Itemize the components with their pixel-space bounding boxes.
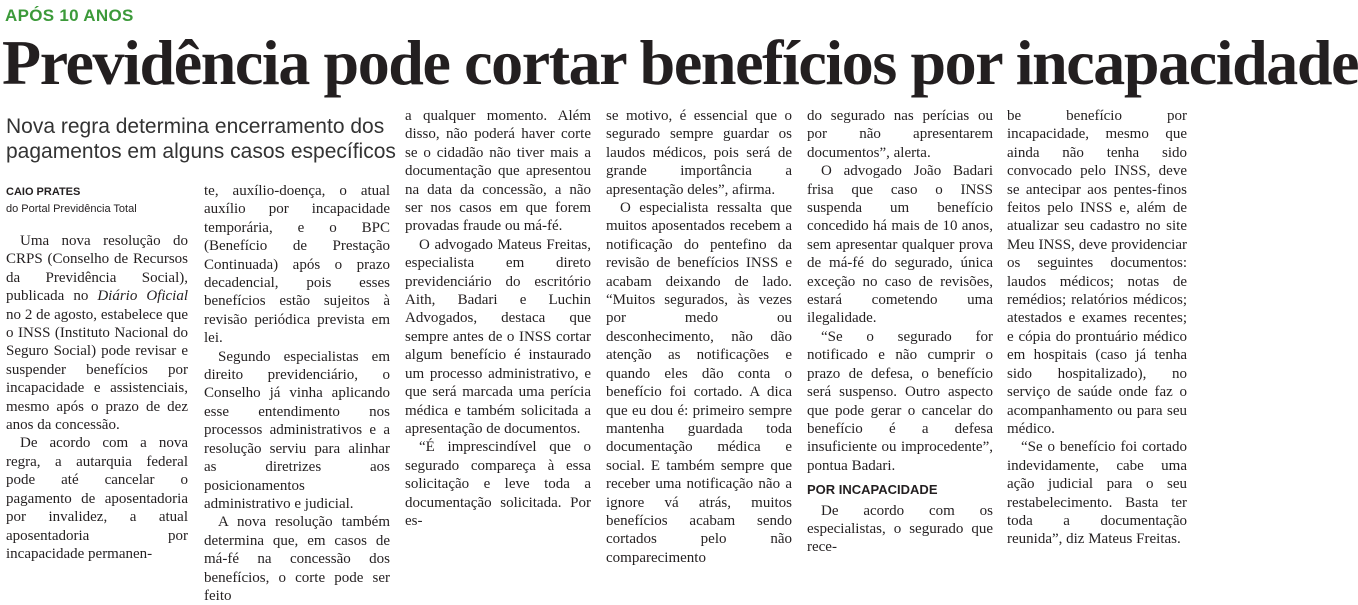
paragraph: O advogado Mateus Freitas, especialista em direto previdenciário do escritório Aith, Badari e Luchin Advogados, destaca que sempre antes de o INSS cortar algum benefício é instaurado um processo administrativo, e que será marcada uma perícia médica e também solicitada a apresentação de documentos.: [405, 236, 591, 437]
section-subheading: POR INCAPACIDADE: [807, 482, 938, 498]
article-column-1: [6, 232, 188, 563]
section-kicker: APÓS 10 ANOS: [5, 6, 134, 25]
paragraph: O advogado João Badari frisa que caso o INSS suspenda um benefício concedido há mais de 10 anos, sem apresentar qualquer prova de má-fé do segurado, única exceção no caso de revisões, estará cometendo uma ilegalidade.: [807, 163, 993, 327]
paragraph: te, auxílio-doença, o atual auxílio por incapacidade temporária, e o BPC (Benefício de Prestação Continuada) após o prazo decadencial, pois esses benefícios estão sujeitos à revisão periódica prevista em lei.: [204, 183, 390, 347]
article-column-4: [606, 107, 792, 567]
article-column-2: [204, 182, 390, 605]
article-column-3: [405, 107, 591, 530]
paragraph: O especialista ressalta que muitos aposentados recebem a notificação do pentefino da revisão de benefícios INSS e acabam deixando de lado. “Muitos segurados, às vezes por medo ou desconhecimento, não dão atenção as notificações e quando eles dão conta o benefício foi cortado. A dica que eu dou é: primeiro sempre mantenha guardada toda documentação médica e social. E também sempre que receber uma notificação não a ignore vá atrás, muitos benefícios acabam sendo cortados pelo não comparecimento: [606, 200, 792, 566]
paragraph: “É imprescindível que o segurado compareça à essa solicitação e leve toda a documentação solicitada. Por es-: [405, 439, 591, 529]
paragraph: De acordo com a nova regra, a autarquia federal pode até cancelar o pagamento de aposentadoria por invalidez, a atual aposentadoria por incapacidade permanen-: [6, 435, 188, 562]
paragraph: [6, 232, 188, 434]
newspaper-name: Diário Oficial: [97, 288, 188, 305]
paragraph: se motivo, é essencial que o segurado sempre guardar os laudos médicos, pois será de grande importância a apresentação deles”, afirma.: [606, 108, 792, 198]
paragraph: “Se o benefício foi cortado indevidamente, cabe uma ação judicial para o seu restabelecimento. Basta ter toda a documentação reunida”, diz Mateus Freitas.: [1007, 439, 1187, 548]
deck-subtitle: Nova regra determina encerramento dos pagamentos em alguns casos específicos: [6, 115, 396, 163]
paragraph: A nova resolução também determina que, em casos de má-fé na concessão dos benefícios, o corte pode ser feito: [204, 514, 390, 604]
byline-organization: do Portal Previdência Total: [6, 203, 137, 215]
paragraph: “Se o segurado for notificado e não cumprir o prazo de defesa, o benefício será suspenso. Outro aspecto que pode gerar o cancelar do benefício é a defesa insuficiente ou improcedente”, pontua Badari.: [807, 328, 993, 474]
paragraph: do segurado nas perícias ou por não apresentarem documentos”, alerta.: [807, 108, 993, 161]
byline-author: CAIO PRATES: [6, 186, 81, 198]
article-column-5: [807, 107, 993, 557]
paragraph-text: no 2 de agosto, estabelece que o INSS (Instituto Nacional do Seguro Social) pode revisar e suspender benefícios por incapacidade e assistenciais, mesmo após o prazo de dez anos da concessão.: [6, 306, 188, 434]
paragraph: a qualquer momento. Além disso, não poderá haver corte se o cidadão não tiver mais a documentação que apresentou na data da concessão, a não ser nos casos em que forem provadas fraude ou má-fé.: [405, 108, 591, 235]
headline: Previdência pode cortar benefícios por incapacidade: [2, 27, 1358, 98]
paragraph: be benefício por incapacidade, mesmo que ainda não tenha sido convocado pelo INSS, deve se antecipar aos pentes-finos feitos pelo INSS e, além de atualizar seu cadastro no site Meu INSS, deve providenciar os seguintes documentos: laudos médicos; notas de remédios; relatórios médicos; atestados e exames recentes; e cópia do prontuário médico em hospitais (caso já tenha sido hospitalizado), no serviço de saúde onde faz o acompanhamento ou para seu médico.: [1007, 108, 1187, 437]
paragraph-text: Uma nova resolução do CRPS (Conselho de Recursos da Previdência Social), publicada no: [6, 233, 188, 305]
paragraph: Segundo especialistas em direito previdenciário, o Conselho já vinha aplicando esse entendimento nos processos administrativos e a resolução serviu para alinhar as diretrizes aos posicionamentos administrativo e judicial.: [204, 348, 390, 512]
article-column-6: [1007, 107, 1187, 549]
paragraph: De acordo com os especialistas, o segurado que rece-: [807, 502, 993, 556]
